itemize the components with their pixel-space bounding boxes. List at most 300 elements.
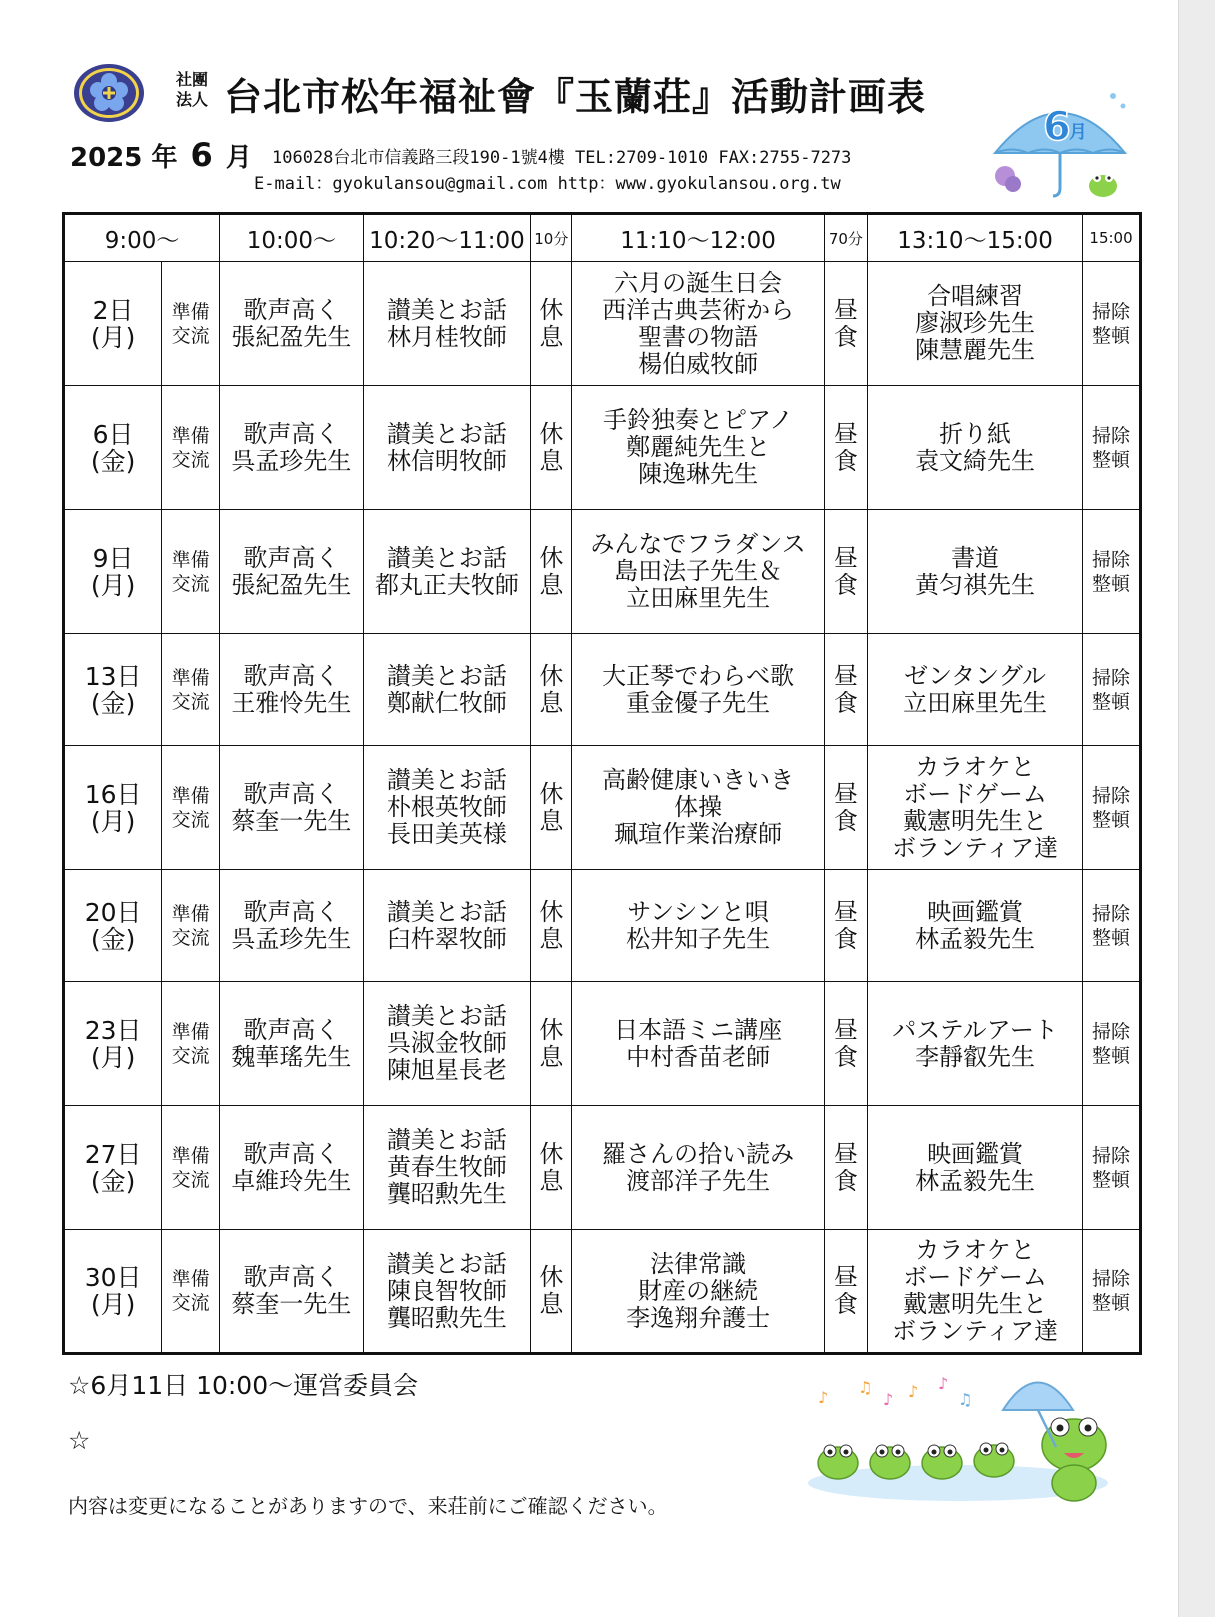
song-cell-line: 蔡奎一先生 [231, 1290, 352, 1318]
morning-activity-cell [572, 1230, 824, 1354]
worship-talk-cell-line: 黄春生牧師 [386, 1153, 507, 1181]
lunch-cell [824, 510, 867, 634]
song-cell [220, 634, 364, 746]
date-cell-line: (月) [90, 1290, 136, 1319]
lunch-cell [824, 982, 867, 1106]
date-cell-line: 6日 [92, 419, 134, 449]
lunch-cell [824, 1230, 867, 1354]
afternoon-activity-cell-line: カラオケと [915, 752, 1035, 781]
lunch-cell-line: 食 [833, 1166, 858, 1195]
worship-talk-cell-line: 陳良智牧師 [386, 1276, 507, 1305]
lunch-cell-line: 昼 [833, 543, 858, 572]
rest-cell-line: 息 [539, 446, 564, 475]
badge-month-number: 6 [1043, 104, 1071, 150]
lunch-cell-line: 昼 [833, 779, 858, 808]
date-cell [64, 634, 162, 746]
lunch-cell-line: 食 [833, 570, 858, 599]
morning-activity-cell-line: 渡部洋子先生 [626, 1166, 771, 1195]
lunch-cell [824, 634, 867, 746]
song-cell-line: 卓維玲先生 [231, 1166, 352, 1195]
prep-cell-line: 交流 [171, 1292, 210, 1314]
cleanup-cell-line: 整頓 [1092, 324, 1131, 347]
afternoon-activity-cell-line: 合唱練習 [927, 282, 1024, 310]
table-row [64, 386, 1141, 510]
date-cell-line: (月) [90, 322, 136, 352]
rest-cell-line: 休 [539, 897, 564, 926]
afternoon-activity-cell [868, 982, 1083, 1106]
rest-cell [531, 870, 572, 982]
rest-cell-line: 息 [539, 924, 564, 953]
worship-talk-cell-line: 長田美英様 [386, 820, 507, 848]
morning-activity-cell-line: 法律常識 [650, 1249, 747, 1278]
header-10-20: 10:20～11:00 [363, 214, 530, 262]
prep-cell [162, 746, 220, 870]
afternoon-activity-cell-line: 書道 [951, 543, 1000, 572]
svg-text:♪: ♪ [908, 1382, 919, 1401]
table-row [64, 982, 1141, 1106]
song-cell-line: 歌声高く [243, 1139, 340, 1168]
page-title: 台北市松年福祉會『玉蘭荘』活動計画表 [224, 75, 927, 119]
morning-activity-cell [572, 634, 824, 746]
rest-cell-line: 休 [539, 661, 564, 690]
worship-talk-cell-line: 讃美とお話 [386, 295, 507, 324]
frogs-with-umbrella-icon [808, 1375, 1138, 1505]
rest-cell [531, 1106, 572, 1230]
rest-cell-line: 息 [539, 1042, 564, 1071]
date-cell-line: (月) [90, 570, 136, 600]
lunch-cell-line: 食 [833, 806, 858, 835]
morning-activity-cell [572, 1106, 824, 1230]
rest-cell-line: 休 [539, 1139, 564, 1168]
rest-cell-line: 息 [539, 688, 564, 717]
cleanup-cell-line: 整頓 [1092, 1292, 1131, 1314]
morning-activity-cell-line: 西洋古典芸術から [602, 295, 795, 324]
lunch-cell-line: 食 [833, 924, 858, 953]
star-note: ☆ [68, 1426, 91, 1455]
activity-schedule-table [62, 212, 1142, 1355]
header-15-00: 15:00 [1083, 214, 1141, 262]
prep-cell-line: 交流 [171, 1044, 210, 1067]
afternoon-activity-cell [868, 386, 1083, 510]
rest-cell [531, 386, 572, 510]
song-cell-line: 歌声高く [243, 295, 340, 324]
cleanup-cell-line: 整頓 [1092, 572, 1131, 595]
header-lunch-70min: 70分 [824, 214, 867, 262]
lunch-cell-line: 昼 [833, 419, 858, 448]
morning-activity-cell-line: サンシンと唄 [627, 897, 769, 926]
prep-cell-line: 交流 [171, 448, 210, 471]
morning-activity-cell-line: 大正琴でわらべ歌 [602, 661, 795, 690]
afternoon-activity-cell [868, 1230, 1083, 1354]
date-cell-line: 20日 [84, 897, 142, 927]
prep-cell [162, 386, 220, 510]
cleanup-cell-line: 整頓 [1092, 808, 1131, 831]
rest-cell-line: 息 [539, 1290, 564, 1318]
schedule-body [64, 262, 1141, 1354]
cleanup-cell-line: 掃除 [1092, 548, 1131, 571]
lunch-cell [824, 746, 867, 870]
morning-activity-cell [572, 262, 824, 386]
date-cell-line: (金) [90, 1166, 136, 1196]
committee-note: ☆6月11日 10:00～運営委員会 [68, 1371, 419, 1400]
header-11-10: 11:10～12:00 [572, 214, 824, 262]
morning-activity-cell-line: 六月の誕生日会 [614, 268, 783, 297]
worship-talk-cell [363, 1106, 530, 1230]
lunch-cell-line: 昼 [833, 897, 858, 926]
prep-cell [162, 634, 220, 746]
song-cell-line: 歌声高く [243, 1263, 340, 1291]
header-9-00: 9:00～ [64, 214, 220, 262]
rest-cell-line: 休 [539, 779, 564, 808]
date-cell-line: 9日 [92, 543, 134, 573]
date-cell-line: (月) [90, 1042, 136, 1072]
worship-talk-cell-line: 讃美とお話 [386, 1126, 507, 1154]
date-cell [64, 746, 162, 870]
morning-activity-cell-line: 羅さんの拾い読み [602, 1139, 795, 1168]
worship-talk-cell-line: 讃美とお話 [386, 766, 507, 794]
afternoon-activity-cell-line: 折り紙 [939, 419, 1012, 448]
cleanup-cell [1083, 1106, 1141, 1230]
prep-cell [162, 1230, 220, 1354]
cleanup-cell-line: 整頓 [1092, 926, 1131, 949]
afternoon-activity-cell-line: 廖淑珍先生 [915, 309, 1036, 337]
cleanup-cell [1083, 510, 1141, 634]
table-row [64, 746, 1141, 870]
morning-activity-cell-line: 日本語ミニ講座 [614, 1015, 783, 1044]
cleanup-cell-line: 整頓 [1092, 448, 1131, 471]
date-cell-line: (月) [90, 806, 136, 836]
rest-cell [531, 510, 572, 634]
afternoon-activity-cell-line: ボランティア達 [892, 1317, 1059, 1345]
song-cell [220, 1106, 364, 1230]
lunch-cell-line: 食 [833, 688, 858, 717]
header-13-10: 13:10～15:00 [868, 214, 1083, 262]
afternoon-activity-cell [868, 1106, 1083, 1230]
afternoon-activity-cell-line: パステルアート [892, 1015, 1058, 1044]
song-cell [220, 510, 364, 634]
date-cell-line: 16日 [84, 779, 142, 809]
morning-activity-cell-line: 重金優子先生 [626, 688, 771, 717]
worship-talk-cell-line: 林信明牧師 [386, 446, 507, 475]
lunch-cell-line: 食 [833, 1042, 858, 1071]
org-type-line-2: 法人 [176, 90, 209, 109]
prep-cell-line: 交流 [171, 690, 210, 713]
song-cell-line: 呉孟珍先生 [231, 924, 352, 953]
worship-talk-cell-line: 讃美とお話 [386, 1249, 507, 1278]
prep-cell-line: 交流 [171, 1168, 210, 1191]
afternoon-activity-cell-line: 映画鑑賞 [927, 897, 1024, 926]
morning-activity-cell [572, 746, 824, 870]
afternoon-activity-cell [868, 510, 1083, 634]
cleanup-cell [1083, 870, 1141, 982]
schedule-year-unit: 年 [151, 143, 178, 173]
afternoon-activity-cell-line: 林孟毅先生 [915, 924, 1036, 953]
prep-cell-line: 交流 [171, 808, 210, 831]
badge-month-unit: 月 [1069, 122, 1087, 143]
morning-activity-cell-line: 財産の継続 [638, 1276, 759, 1305]
worship-talk-cell-line: 朴根英牧師 [386, 793, 507, 821]
rest-cell-line: 休 [539, 543, 564, 572]
afternoon-activity-cell-line: ボードゲーム [903, 1263, 1047, 1291]
prep-cell [162, 870, 220, 982]
organization-logo-icon [72, 62, 146, 124]
lunch-cell-line: 食 [833, 322, 858, 351]
prep-cell-line: 交流 [171, 324, 210, 347]
prep-cell [162, 1106, 220, 1230]
svg-text:♪: ♪ [938, 1375, 949, 1393]
worship-talk-cell [363, 1230, 530, 1354]
date-cell [64, 510, 162, 634]
table-row [64, 634, 1141, 746]
worship-talk-cell-line: 龔昭勲先生 [386, 1180, 507, 1208]
date-cell [64, 1230, 162, 1354]
afternoon-activity-cell [868, 870, 1083, 982]
lunch-cell-line: 食 [833, 446, 858, 475]
contact-line: E-mail：gyokulansou@gmail.com http：www.gyokulansou.org.tw [254, 174, 841, 194]
schedule-month-unit: 月 [225, 143, 252, 173]
cleanup-cell-line: 整頓 [1092, 690, 1131, 713]
song-cell-line: 歌声高く [243, 661, 340, 690]
cleanup-cell-line: 整頓 [1092, 1168, 1131, 1191]
afternoon-activity-cell-line: 陳慧麗先生 [915, 336, 1036, 364]
prep-cell-line: 準備 [171, 424, 210, 447]
worship-talk-cell-line: 臼杵翠牧師 [386, 924, 507, 953]
table-row [64, 262, 1141, 386]
cleanup-cell [1083, 746, 1141, 870]
afternoon-activity-cell-line: 林孟毅先生 [915, 1166, 1036, 1195]
schedule-date [70, 136, 252, 174]
cleanup-cell-line: 掃除 [1092, 784, 1131, 807]
worship-talk-cell-line: 龔昭勲先生 [386, 1303, 507, 1332]
worship-talk-cell-line: 陳旭星長老 [386, 1056, 507, 1084]
song-cell-line: 歌声高く [243, 419, 340, 448]
prep-cell-line: 交流 [171, 926, 210, 949]
lunch-cell-line: 昼 [833, 295, 858, 324]
morning-activity-cell-line: 手鈴独奏とピアノ [603, 406, 794, 434]
svg-text:♪: ♪ [883, 1390, 894, 1409]
schedule-month: 6 [190, 136, 213, 174]
morning-activity-cell-line: 聖書の物語 [638, 322, 759, 351]
date-cell-line: 27日 [84, 1139, 142, 1169]
table-row [64, 870, 1141, 982]
morning-activity-cell-line: 体操 [674, 793, 723, 821]
cleanup-cell [1083, 262, 1141, 386]
morning-activity-cell [572, 386, 824, 510]
cleanup-cell-line: 掃除 [1092, 300, 1131, 323]
prep-cell-line: 準備 [171, 548, 210, 571]
afternoon-activity-cell-line: 戴憲明先生と [903, 806, 1048, 835]
lunch-cell-line: 昼 [833, 1139, 858, 1168]
rest-cell-line: 息 [539, 806, 564, 835]
cleanup-cell [1083, 982, 1141, 1106]
table-row [64, 1230, 1141, 1354]
lunch-cell-line: 食 [833, 1290, 858, 1318]
prep-cell [162, 262, 220, 386]
song-cell [220, 982, 364, 1106]
worship-talk-cell-line: 鄭献仁牧師 [386, 688, 507, 717]
rest-cell-line: 休 [539, 295, 564, 324]
date-cell-line: (金) [90, 446, 136, 476]
rest-cell-line: 息 [539, 570, 564, 599]
table-header-row [64, 214, 1141, 262]
lunch-cell-line: 昼 [833, 1015, 858, 1044]
morning-activity-cell-line: 松井知子先生 [626, 924, 771, 953]
prep-cell-line: 準備 [171, 902, 210, 925]
afternoon-activity-cell-line: 袁文綺先生 [915, 446, 1036, 475]
morning-activity-cell-line: 島田法子先生＆ [614, 557, 783, 585]
rest-cell [531, 634, 572, 746]
page-edge [1178, 0, 1215, 1617]
table-row [64, 1106, 1141, 1230]
worship-talk-cell [363, 634, 530, 746]
worship-talk-cell [363, 510, 530, 634]
song-cell-line: 呉孟珍先生 [231, 446, 352, 475]
date-cell [64, 870, 162, 982]
worship-talk-cell-line: 讃美とお話 [386, 1002, 507, 1030]
morning-activity-cell [572, 982, 824, 1106]
song-cell [220, 262, 364, 386]
cleanup-cell-line: 掃除 [1092, 1144, 1131, 1167]
cleanup-cell-line: 掃除 [1092, 902, 1131, 925]
rest-cell-line: 息 [539, 322, 564, 351]
umbrella-month-badge-icon [985, 78, 1135, 203]
afternoon-activity-cell-line: 映画鑑賞 [927, 1139, 1024, 1168]
rest-cell [531, 1230, 572, 1354]
song-cell-line: 歌声高く [243, 1015, 340, 1044]
rest-cell-line: 休 [539, 1263, 564, 1291]
morning-activity-cell-line: 高齢健康いきいき [602, 766, 795, 794]
rest-cell-line: 休 [539, 1015, 564, 1044]
song-cell-line: 蔡奎一先生 [231, 806, 352, 835]
worship-talk-cell-line: 讃美とお話 [386, 543, 507, 572]
cleanup-cell-line: 掃除 [1092, 424, 1131, 447]
worship-talk-cell [363, 870, 530, 982]
cleanup-cell-line: 掃除 [1092, 1020, 1131, 1043]
date-cell [64, 262, 162, 386]
cleanup-cell [1083, 1230, 1141, 1354]
address-line: 106028台北市信義路三段190-1號4樓 TEL:2709-1010 FAX:2755-7273 [272, 148, 852, 168]
afternoon-activity-cell-line: 戴憲明先生と [903, 1290, 1048, 1318]
worship-talk-cell-line: 呉淑金牧師 [386, 1029, 507, 1057]
lunch-cell [824, 386, 867, 510]
song-cell-line: 歌声高く [243, 543, 340, 572]
header-10-00: 10:00～ [220, 214, 364, 262]
worship-talk-cell [363, 746, 530, 870]
morning-activity-cell-line: みんなでフラダンス [590, 530, 806, 558]
svg-text:♫: ♫ [958, 1390, 973, 1409]
song-cell [220, 1230, 364, 1354]
svg-text:♫: ♫ [858, 1378, 873, 1397]
date-cell-line: 23日 [84, 1015, 142, 1045]
lunch-cell-line: 昼 [833, 1263, 858, 1291]
morning-activity-cell-line: 楊伯威牧師 [638, 349, 759, 378]
afternoon-activity-cell [868, 634, 1083, 746]
song-cell-line: 歌声高く [243, 897, 340, 926]
date-cell [64, 386, 162, 510]
table-row [64, 510, 1141, 634]
afternoon-activity-cell-line: 黄匀祺先生 [915, 570, 1036, 599]
organization-type [176, 70, 208, 110]
worship-talk-cell-line: 讃美とお話 [386, 419, 507, 448]
prep-cell-line: 準備 [171, 666, 210, 689]
prep-cell-line: 準備 [171, 300, 210, 323]
prep-cell [162, 510, 220, 634]
worship-talk-cell-line: 林月桂牧師 [386, 322, 507, 351]
change-notice: 内容は変更になることがありますので、来荘前にご確認ください。 [68, 1494, 668, 1518]
morning-activity-cell [572, 510, 824, 634]
cleanup-cell [1083, 386, 1141, 510]
rest-cell [531, 746, 572, 870]
date-cell [64, 1106, 162, 1230]
cleanup-cell-line: 整頓 [1092, 1044, 1131, 1067]
date-cell-line: 30日 [84, 1263, 142, 1292]
rest-cell-line: 休 [539, 419, 564, 448]
lunch-cell [824, 262, 867, 386]
worship-talk-cell-line: 讃美とお話 [386, 897, 507, 926]
prep-cell-line: 準備 [171, 1020, 210, 1043]
rest-cell-line: 息 [539, 1166, 564, 1195]
song-cell-line: 張紀盈先生 [231, 322, 352, 351]
afternoon-activity-cell-line: カラオケと [915, 1236, 1035, 1264]
song-cell [220, 386, 364, 510]
afternoon-activity-cell-line: ボランティア達 [892, 833, 1059, 862]
date-cell-line: 13日 [84, 661, 142, 691]
rest-cell [531, 262, 572, 386]
morning-activity-cell-line: 李逸翔弁護士 [626, 1303, 771, 1332]
worship-talk-cell-line: 都丸正夫牧師 [374, 570, 519, 599]
prep-cell-line: 交流 [171, 572, 210, 595]
song-cell-line: 魏華瑤先生 [231, 1042, 352, 1071]
morning-activity-cell-line: 鄭麗純先生と [626, 433, 771, 461]
cleanup-cell [1083, 634, 1141, 746]
afternoon-activity-cell-line: 李靜叡先生 [915, 1042, 1036, 1071]
song-cell [220, 746, 364, 870]
lunch-cell [824, 1106, 867, 1230]
date-cell-line: (金) [90, 924, 136, 954]
song-cell-line: 歌声高く [243, 779, 340, 808]
prep-cell-line: 準備 [171, 1144, 210, 1167]
song-cell-line: 張紀盈先生 [231, 570, 352, 599]
morning-activity-cell-line: 陳逸琳先生 [638, 460, 759, 488]
worship-talk-cell-line: 讃美とお話 [386, 661, 507, 690]
lunch-cell [824, 870, 867, 982]
org-type-line-1: 社團 [176, 70, 209, 89]
rest-cell [531, 982, 572, 1106]
header-break-10min: 10分 [531, 214, 572, 262]
date-cell-line: (金) [90, 688, 136, 718]
worship-talk-cell [363, 982, 530, 1106]
date-cell [64, 982, 162, 1106]
lunch-cell-line: 昼 [833, 661, 858, 690]
cleanup-cell-line: 掃除 [1092, 666, 1131, 689]
svg-text:♪: ♪ [818, 1388, 829, 1407]
date-cell-line: 2日 [92, 295, 134, 325]
worship-talk-cell [363, 386, 530, 510]
schedule-year: 2025 [70, 143, 143, 173]
afternoon-activity-cell-line: 立田麻里先生 [903, 688, 1048, 717]
worship-talk-cell [363, 262, 530, 386]
song-cell [220, 870, 364, 982]
prep-cell-line: 準備 [171, 784, 210, 807]
morning-activity-cell-line: 中村香苗老師 [626, 1042, 771, 1071]
afternoon-activity-cell-line: ボードゲーム [903, 779, 1047, 808]
morning-activity-cell [572, 870, 824, 982]
prep-cell [162, 982, 220, 1106]
morning-activity-cell-line: 立田麻里先生 [626, 584, 771, 612]
song-cell-line: 王雅怜先生 [231, 688, 352, 717]
morning-activity-cell-line: 珮瑄作業治療師 [614, 820, 783, 848]
afternoon-activity-cell [868, 746, 1083, 870]
